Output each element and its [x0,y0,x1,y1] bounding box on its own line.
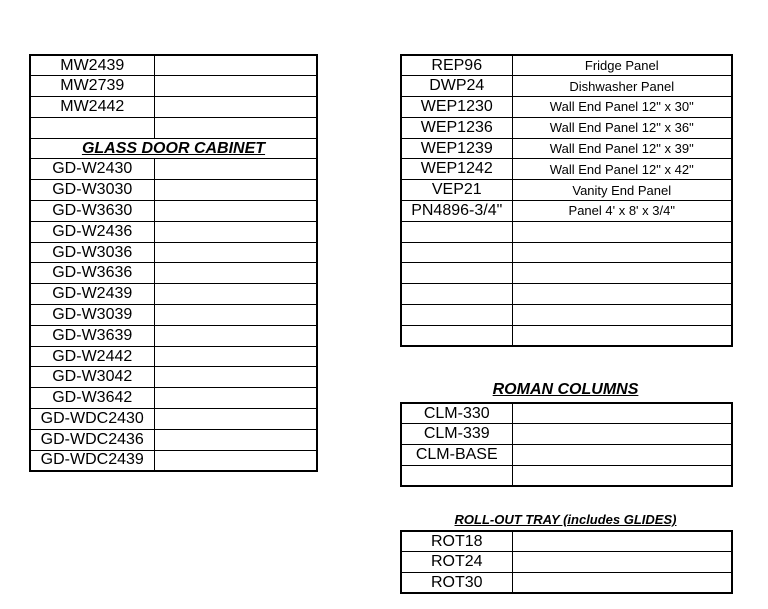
item-description: Wall End Panel 12" x 42" [512,159,732,180]
item-description: Fridge Panel [512,55,732,76]
item-description: Wall End Panel 12" x 30" [512,97,732,118]
item-code: ROT24 [401,552,512,573]
qty-cell[interactable] [512,263,732,284]
item-code: GD-W2430 [30,159,154,180]
item-code: MW2442 [30,97,154,118]
table-row [401,55,732,76]
item-code: REP96 [401,55,512,76]
item-code: GD-W2436 [30,221,154,242]
qty-cell[interactable] [512,465,732,486]
table-row [30,117,317,138]
left-table [29,54,318,472]
item-code [401,305,512,326]
table-row [401,201,732,222]
item-code [401,325,512,346]
item-description: Vanity End Panel [512,180,732,201]
roman-columns-table [400,402,733,487]
item-code: GD-W3039 [30,305,154,326]
table-row [401,573,732,594]
item-code: MW2439 [30,55,154,76]
qty-cell[interactable] [154,325,317,346]
qty-cell[interactable] [154,201,317,222]
item-description: Panel 4' x 8' x 3/4" [512,201,732,222]
table-row [30,346,317,367]
table-row [401,138,732,159]
table-row [30,242,317,263]
qty-cell[interactable] [512,573,732,594]
item-code: CLM-BASE [401,445,512,466]
table-row [401,403,732,424]
table-row [401,465,732,486]
qty-cell[interactable] [154,117,317,138]
table-row [30,76,317,97]
qty-cell[interactable] [154,346,317,367]
item-code: ROT30 [401,573,512,594]
qty-cell[interactable] [154,221,317,242]
roll-out-tray-heading: ROLL-OUT TRAY (includes GLIDES) [454,512,677,527]
item-code [401,242,512,263]
qty-cell[interactable] [154,180,317,201]
item-code [401,284,512,305]
table-row [401,424,732,445]
item-code: GD-W3639 [30,325,154,346]
table-row [30,97,317,118]
table-row [401,76,732,97]
table-row [30,159,317,180]
item-code: GD-WDC2439 [30,450,154,471]
qty-cell[interactable] [154,429,317,450]
item-code: CLM-330 [401,403,512,424]
qty-cell[interactable] [154,450,317,471]
qty-cell[interactable] [512,325,732,346]
item-code: GD-W3636 [30,263,154,284]
qty-cell[interactable] [154,263,317,284]
qty-cell[interactable] [512,531,732,552]
table-row [30,284,317,305]
table-row [401,159,732,180]
roman-columns-body [401,403,732,486]
item-code [30,117,154,138]
table-row [30,367,317,388]
qty-cell[interactable] [512,403,732,424]
qty-cell[interactable] [154,367,317,388]
table-row [30,221,317,242]
item-code: CLM-339 [401,424,512,445]
table-row [30,325,317,346]
table-row [401,531,732,552]
item-code [401,263,512,284]
table-row [401,445,732,466]
item-code: WEP1239 [401,138,512,159]
item-code: GD-W3630 [30,201,154,222]
qty-cell[interactable] [512,242,732,263]
table-row [30,55,317,76]
section-header-row [30,138,317,159]
table-row [401,325,732,346]
item-code: WEP1236 [401,117,512,138]
item-code: VEP21 [401,180,512,201]
qty-cell[interactable] [154,97,317,118]
roman-columns-heading: ROMAN COLUMNS [492,381,639,398]
table-row [401,552,732,573]
item-code: WEP1242 [401,159,512,180]
item-code: GD-W3042 [30,367,154,388]
item-code: MW2739 [30,76,154,97]
table-row [30,180,317,201]
table-row [401,97,732,118]
table-row [30,409,317,430]
table-row [30,388,317,409]
table-row [30,201,317,222]
qty-cell[interactable] [154,305,317,326]
qty-cell[interactable] [154,409,317,430]
item-code: GD-WDC2436 [30,429,154,450]
item-code: WEP1230 [401,97,512,118]
table-row [401,242,732,263]
table-row [401,284,732,305]
item-description: Wall End Panel 12" x 39" [512,138,732,159]
item-code: GD-W2439 [30,284,154,305]
table-row [30,263,317,284]
qty-cell[interactable] [154,388,317,409]
panels-table [400,54,733,347]
qty-cell[interactable] [512,284,732,305]
qty-cell[interactable] [512,552,732,573]
qty-cell[interactable] [154,76,317,97]
item-code: GD-W3030 [30,180,154,201]
qty-cell[interactable] [154,55,317,76]
table-row [401,263,732,284]
table-row [30,450,317,471]
panels-table-body [401,55,732,346]
table-row [30,305,317,326]
qty-cell[interactable] [154,159,317,180]
qty-cell[interactable] [512,305,732,326]
item-code: ROT18 [401,531,512,552]
qty-cell[interactable] [154,284,317,305]
table-row [401,180,732,201]
item-code [401,221,512,242]
roll-out-tray-table [400,530,733,594]
item-code: PN4896-3/4" [401,201,512,222]
table-row [401,305,732,326]
item-code: GD-W3642 [30,388,154,409]
item-code: GD-WDC2430 [30,409,154,430]
item-code [401,465,512,486]
item-description: Dishwasher Panel [512,76,732,97]
left-table-body [30,55,317,471]
table-row [401,221,732,242]
qty-cell[interactable] [512,221,732,242]
glass-door-heading: GLASS DOOR CABINET [30,138,317,159]
table-row [401,117,732,138]
qty-cell[interactable] [154,242,317,263]
item-code: GD-W3036 [30,242,154,263]
item-description: Wall End Panel 12" x 36" [512,117,732,138]
item-code: DWP24 [401,76,512,97]
table-row [30,429,317,450]
item-code: GD-W2442 [30,346,154,367]
qty-cell[interactable] [512,424,732,445]
roll-out-tray-body [401,531,732,593]
qty-cell[interactable] [512,445,732,466]
